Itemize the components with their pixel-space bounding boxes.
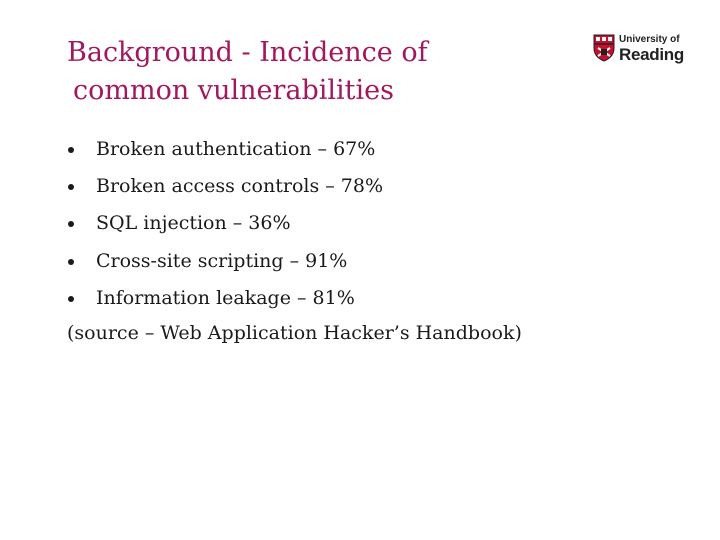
bullet-dot <box>68 147 74 153</box>
source-note: (source – Web Application Hacker’s Handbook) <box>67 322 522 344</box>
bullet-dot <box>68 184 74 190</box>
logo-text-reading: Reading <box>619 45 684 64</box>
bullet-text: Broken access controls – 78% <box>96 175 384 197</box>
bullet-text: Broken authentication – 67% <box>96 138 376 160</box>
bullet-text: SQL injection – 36% <box>96 212 291 234</box>
university-crest-icon <box>593 34 615 62</box>
slide-title-line-1: Background - Incidence of <box>67 37 428 68</box>
university-logo <box>593 34 689 66</box>
bullet-dot <box>68 296 74 302</box>
slide-title <box>67 34 547 110</box>
bullet-text: Cross-site scripting – 91% <box>96 250 348 272</box>
bullet-text: Information leakage – 81% <box>96 287 355 309</box>
logo-text-university-of: University of <box>619 34 680 45</box>
slide-title-line-2: common vulnerabilities <box>73 75 394 106</box>
bullet-dot <box>68 221 74 227</box>
bullet-dot <box>68 259 74 265</box>
university-wordmark <box>619 34 689 64</box>
